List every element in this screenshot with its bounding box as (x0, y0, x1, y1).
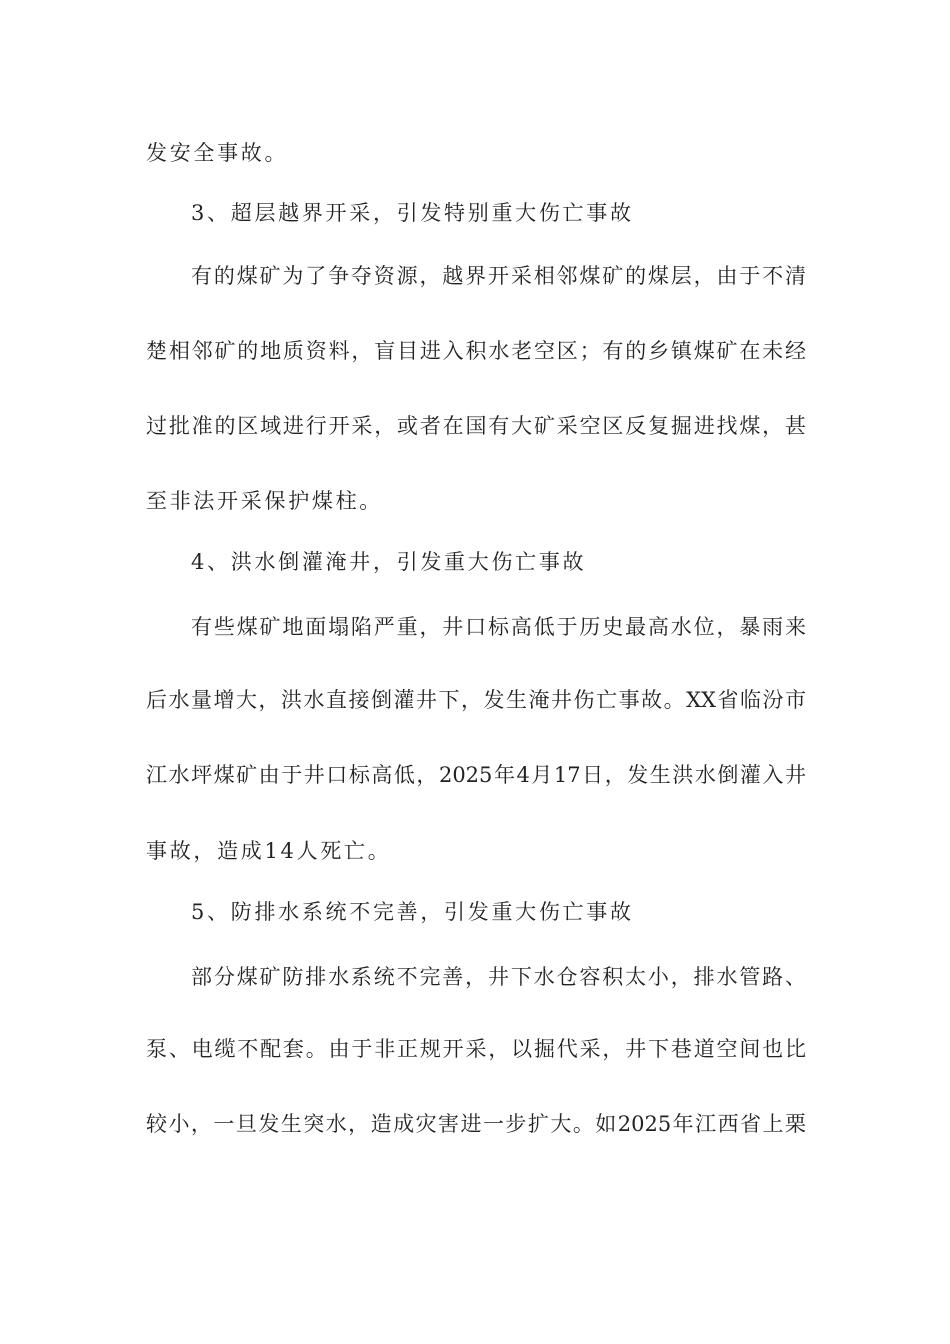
paragraph-line: 过批准的区域进行开采，或者在国有大矿采空区反复掘进找煤，甚 (146, 414, 806, 438)
paragraph-line: 至非法开采保护煤柱。 (146, 489, 383, 513)
paragraph-line: 有的煤矿为了争夺资源，越界开采相邻煤矿的煤层，由于不清 (191, 264, 806, 288)
paragraph-line: 部分煤矿防排水系统不完善，井下水仓容积太小，排水管路、 (191, 965, 806, 989)
paragraph-line: 较小，一旦发生突水，造成灾害进一步扩大。如2025年江西省上栗 (146, 1112, 806, 1136)
section-heading-3: 3、超层越界开采，引发特别重大伤亡事故 (191, 201, 634, 225)
paragraph-line: 事故，造成14人死亡。 (146, 839, 392, 863)
paragraph-line: 发安全事故。 (146, 141, 289, 165)
paragraph-line: 后水量增大，洪水直接倒灌井下，发生淹井伤亡事故。XX省临汾市 (146, 688, 806, 712)
section-heading-5: 5、防排水系统不完善，引发重大伤亡事故 (191, 900, 634, 924)
paragraph-line: 泵、电缆不配套。由于非正规开采，以掘代采，井下巷道空间也比 (146, 1037, 806, 1061)
paragraph-line: 有些煤矿地面塌陷严重，井口标高低于历史最高水位，暴雨来 (191, 615, 806, 639)
section-heading-4: 4、洪水倒灌淹井，引发重大伤亡事故 (191, 550, 587, 574)
paragraph-line: 江水坪煤矿由于井口标高低，2025年4月17日，发生洪水倒灌入井 (146, 763, 806, 787)
paragraph-line: 楚相邻矿的地质资料，盲目进入积水老空区；有的乡镇煤矿在未经 (146, 339, 806, 363)
